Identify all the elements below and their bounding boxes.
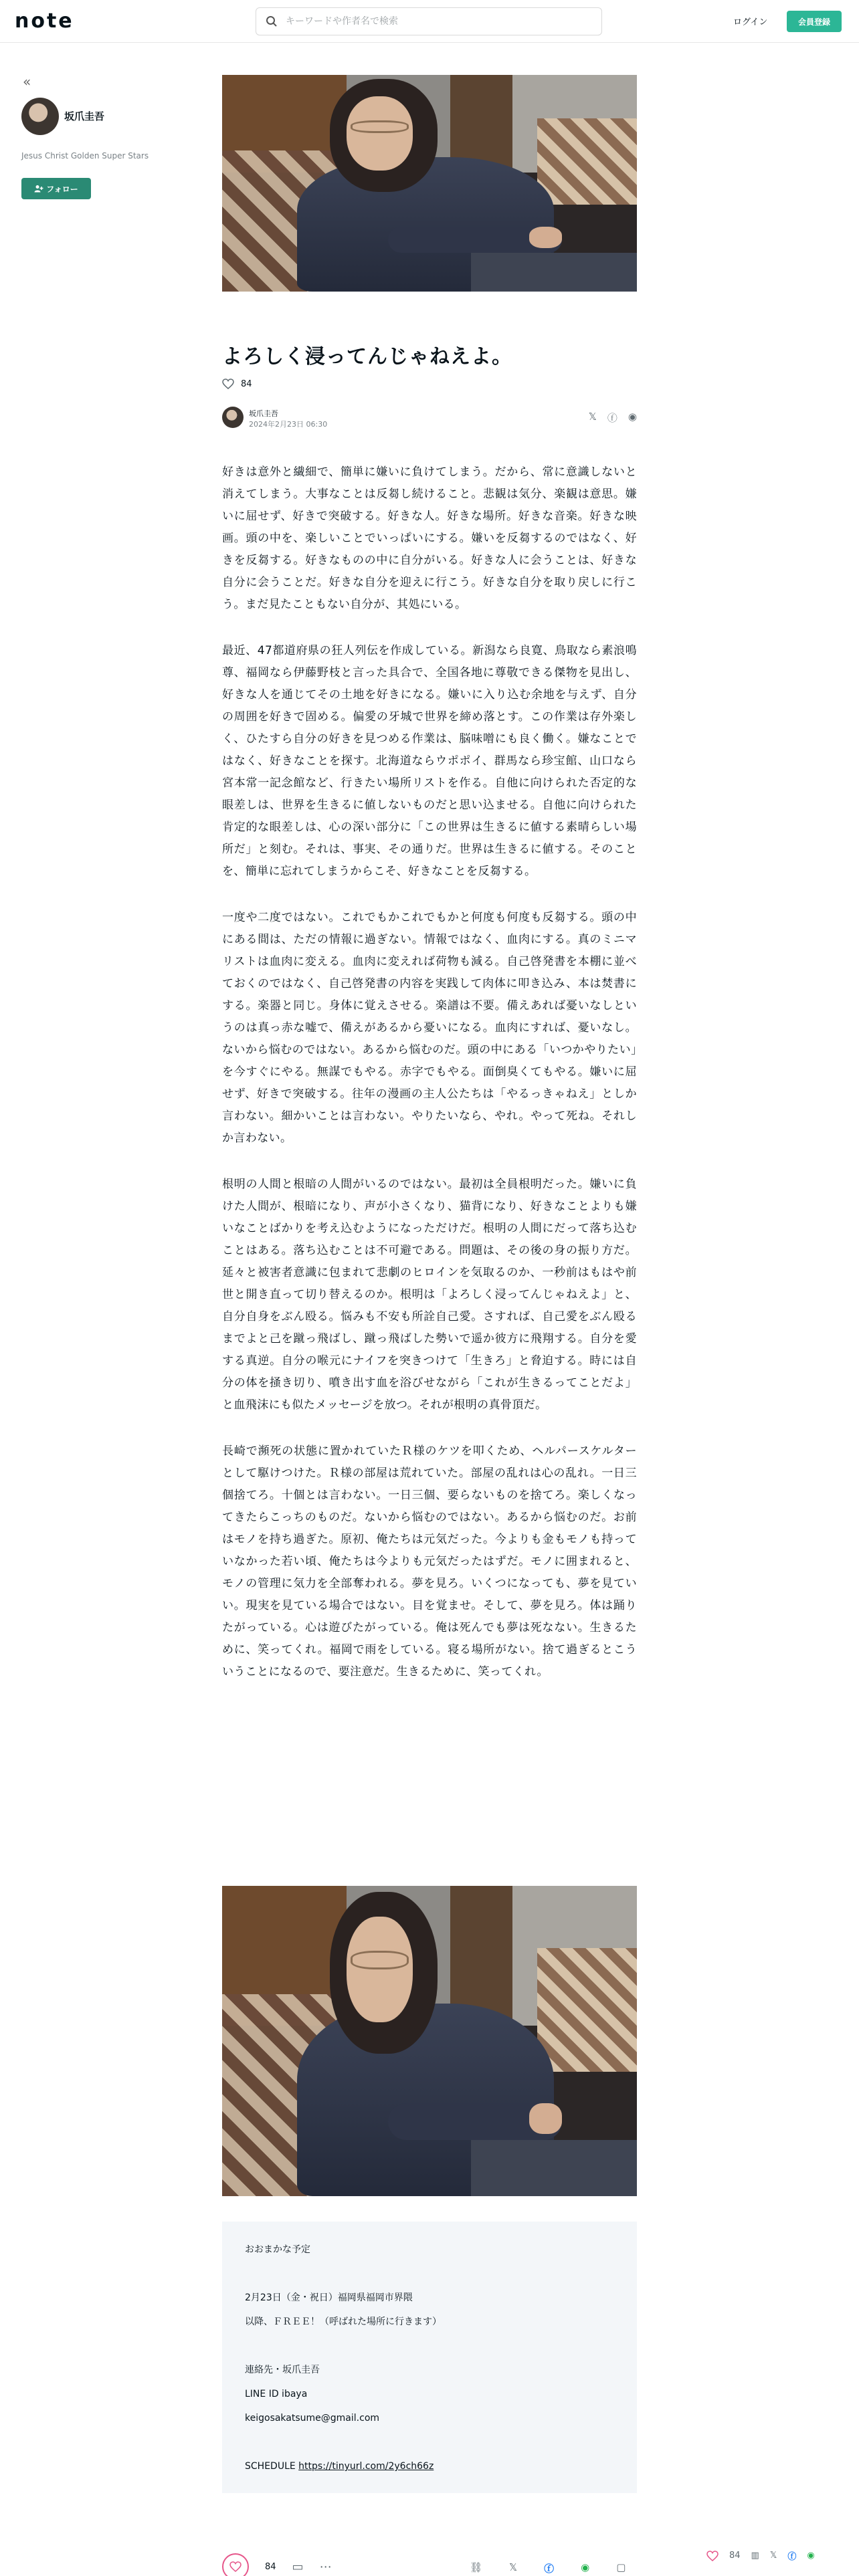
author-bio: Jesus Christ Golden Super Stars bbox=[21, 151, 149, 160]
follow-label: フォロー bbox=[46, 184, 78, 194]
bottom-share-icons bbox=[470, 2561, 626, 2575]
schedule-link[interactable]: https://tinyurl.com/2y6ch66z bbox=[298, 2461, 434, 2472]
sidebar-author-name[interactable]: 坂爪圭吾 bbox=[64, 110, 105, 122]
contact-label: 連絡先・坂爪圭吾 bbox=[245, 2365, 320, 2375]
schedule-box bbox=[222, 2222, 637, 2493]
article-inline-image bbox=[222, 1886, 637, 2196]
share-icons-top bbox=[589, 411, 637, 425]
like-count-top[interactable] bbox=[222, 379, 252, 389]
magazine-icon[interactable]: ▥ bbox=[751, 2551, 759, 2561]
schedule-heading: おおまかな予定 bbox=[245, 2244, 310, 2255]
paragraph: 長崎で瀕死の状態に置かれていたＲ様のケツを叩くため、ヘルパースケルターとして駆けつけた。Ｒ様の部屋は荒れていた。部屋の乱れは心の乱れ。一日三個捨てろ。十個とは言わない。一日三個、要らないものを捨てろ。楽しくなってきたらこっちのものだ。ないから悩むのではない。あるから悩むのだ。お前はモノを持ち過ぎた。原初、俺たちは元気だった。今よりも金もモノも持っていなかった若い頃、俺たちは今よりも元気だったはずだ。モノに囲まれると、モノの管理に気力を全部奪われる。夢を見ろ。いくつになっても、夢を見ていい。現実を見ている場合ではない。目を覚ませ。そして、夢を見ろ。体は踊りたがっている。心は遊びたがっている。俺は死んでも夢は死なない。生きるために、笑ってくれ。福岡で雨をしている。寝る場所がない。捨て過ぎるとこういうことになるので、要注意だ。生きるために、笑ってくれ。 bbox=[222, 1444, 637, 1679]
facebook-icon[interactable]: ⓕ bbox=[787, 2552, 797, 2562]
article-meta bbox=[222, 404, 637, 431]
schedule-line-1: 2月23日（金・祝日）福岡県福岡市界隈 bbox=[245, 2292, 413, 2303]
floating-share-bar bbox=[706, 2549, 815, 2562]
heart-icon bbox=[222, 379, 234, 389]
meta-author-name[interactable]: 坂爪圭吾 bbox=[249, 409, 278, 418]
search-box[interactable] bbox=[256, 7, 602, 35]
facebook-icon[interactable]: ⓕ bbox=[607, 412, 617, 424]
paragraph: 一度や二度ではない。これでもかこれでもかと何度も何度も反芻する。頭の中にある間は、ただの情報に過ぎない。情報ではなく、血肉にする。真のミニマリストは血肉に変える。血肉に変えれば荷物も減る。自己啓発書を本棚に並べておくのではなく、自己啓発書の内容を実践して肉体に叩き込み、本は焚書にする。楽器と同じ。身体に覚えさせる。楽譜は不要。備えあれば憂いなしというのは真っ赤な嘘で、備えがあるから憂いになる。血肉にすれば、憂いなし。ないから悩むのではない。あるから悩むのだ。頭の中にある「いつかやりたい」を今すぐにやる。無謀でもやる。赤字でもやる。面倒臭くてもやる。嫌いに屈せず、好きで突破する。往年の漫画の主人公たちは「やるっきゃねえ」としか言わない。細かいことは言わない。やりたいなら、やれ。やって死ね。それしか言わない。 bbox=[222, 911, 637, 1145]
bottom-actions bbox=[222, 2553, 332, 2576]
heart-icon bbox=[229, 2561, 242, 2572]
line-icon[interactable]: ◉ bbox=[628, 411, 637, 423]
author-avatar[interactable] bbox=[21, 98, 59, 135]
like-button[interactable] bbox=[222, 2553, 249, 2576]
paragraph: 好きは意外と繊細で、簡単に嫌いに負けてしまう。だから、常に意識しないと消えてしまう。大事なことは反芻し続けること。悲観は気分、楽観は意思。嫌いに屈せず、好きで突破する。好きな人。好きな場所。好きな音楽。好きな映画。頭の中を、楽しいことでいっぱいにする。嫌いを反芻するのではなく、好きを反芻する。好きなものの中に自分がいる。好きな人に会うことは、好きな自分に会うことだ。好きな自分を迎えに行こう。好きな自分を取り戻しに行こう。まだ見たこともない自分が、其処にいる。 bbox=[222, 465, 637, 611]
collapse-sidebar-icon[interactable]: « bbox=[23, 74, 31, 90]
schedule-link-row bbox=[245, 2454, 614, 2478]
article-title: よろしく浸ってんじゃねえよ。 bbox=[222, 345, 512, 368]
floating-like-count: 84 bbox=[729, 2551, 741, 2561]
person-plus-icon bbox=[34, 185, 43, 193]
follow-button[interactable] bbox=[21, 178, 91, 199]
article-body bbox=[222, 461, 637, 1707]
bottom-like-count: 84 bbox=[265, 2561, 276, 2572]
x-icon[interactable]: 𝕏 bbox=[509, 2561, 518, 2573]
search-icon bbox=[266, 15, 278, 27]
facebook-icon[interactable]: ⓕ bbox=[544, 2563, 555, 2575]
email: keigosakatsume@gmail.com bbox=[245, 2413, 380, 2424]
line-icon[interactable]: ◉ bbox=[581, 2561, 590, 2573]
article-header-image bbox=[222, 75, 637, 292]
more-icon[interactable]: ⋯ bbox=[319, 2559, 332, 2574]
like-count: 84 bbox=[241, 379, 252, 389]
heart-icon[interactable] bbox=[706, 2551, 719, 2561]
paragraph: 最近、47都道府県の狂人列伝を作成している。新潟なら良寛、鳥取なら素浪鳴尊、福岡なら伊藤野枝と言った具合で、全国各地に尊敬できる傑物を見出し、好きな人を通じてその土地を好きになる。嫌いに入り込む余地を与えず、自分の周囲を好きで固める。偏愛の牙城で世界を締め落とす。この作業は存外楽しく、ひたすら自分の好きを見つめる作業は、脳味噌にも良く働く。嫌なことではなく、好きなことを探す。北海道ならウポポイ、群馬なら珍宝館、山口なら宮本常一記念館など、行きたい場所リストを作る。自他に向けられた否定的な眼差しは、世界を生きるに値しないものだと思い込ませる。自他に向けられた肯定的な眼差しは、心の深い部分に「この世界は生きるに値する素晴らしい場所だ」と刻む。それは、事実、その通りだ。世界は生きるに値する。そのことを、簡単に忘れてしまうからこそ、好きなことを反芻する。 bbox=[222, 644, 637, 878]
link-icon[interactable]: ⛓ bbox=[470, 2561, 483, 2573]
paragraph: 根明の人間と根暗の人間がいるのではない。最初は全員根明だった。嫌いに負けた人間が、根暗になり、声が小さくなり、猫背になり、好きなことよりも嫌いなことばかりを考え込むようになっただけだ。根明の人間にだって落ち込むことはある。落ち込むことは不可避である。問題は、その後の身の振り方だ。延々と被害者意識に包まれて悲劇のヒロインを気取るのか、一秒前はもはや前世と開き直って切り替えるのか。根明は「よろしく浸ってんじゃねえよ」と、自分自身をぶん殴る。悩みも不安も所詮自己愛。さすれば、自己愛をぶん殴るまでよと己を蹴っ飛ばし、蹴っ飛ばした勢いで遥か彼方に飛翔する。自分を愛する真逆。自分の喉元にナイフを突きつけて「生きろ」と脅迫する。時には自分の体を掻き切り、噴き出す血を浴びせながら「これが生きるってことだよ」と血飛沫にも似たメッセージを放つ。それが根明の真骨頂だ。 bbox=[222, 1178, 637, 1412]
search-input[interactable] bbox=[286, 12, 593, 31]
schedule-line-2: 以降、ＦＲＥＥ！（呼ばれた場所に行きます） bbox=[245, 2317, 442, 2327]
signup-button[interactable]: 会員登録 bbox=[787, 11, 842, 32]
magazine-icon[interactable]: ▢ bbox=[616, 2561, 626, 2573]
meta-avatar[interactable] bbox=[222, 407, 244, 428]
site-header bbox=[0, 0, 859, 43]
x-icon[interactable]: 𝕏 bbox=[588, 411, 597, 423]
publish-date: 2024年2月23日 06:30 bbox=[249, 420, 328, 429]
x-icon[interactable]: 𝕏 bbox=[769, 2551, 777, 2561]
schedule-label: SCHEDULE bbox=[245, 2461, 299, 2472]
line-icon[interactable]: ◉ bbox=[807, 2551, 815, 2561]
login-link[interactable]: ログイン bbox=[733, 17, 768, 27]
comment-icon[interactable]: ▭ bbox=[292, 2559, 304, 2574]
line-id: LINE ID ibaya bbox=[245, 2389, 308, 2399]
note-logo[interactable]: note bbox=[15, 9, 74, 33]
